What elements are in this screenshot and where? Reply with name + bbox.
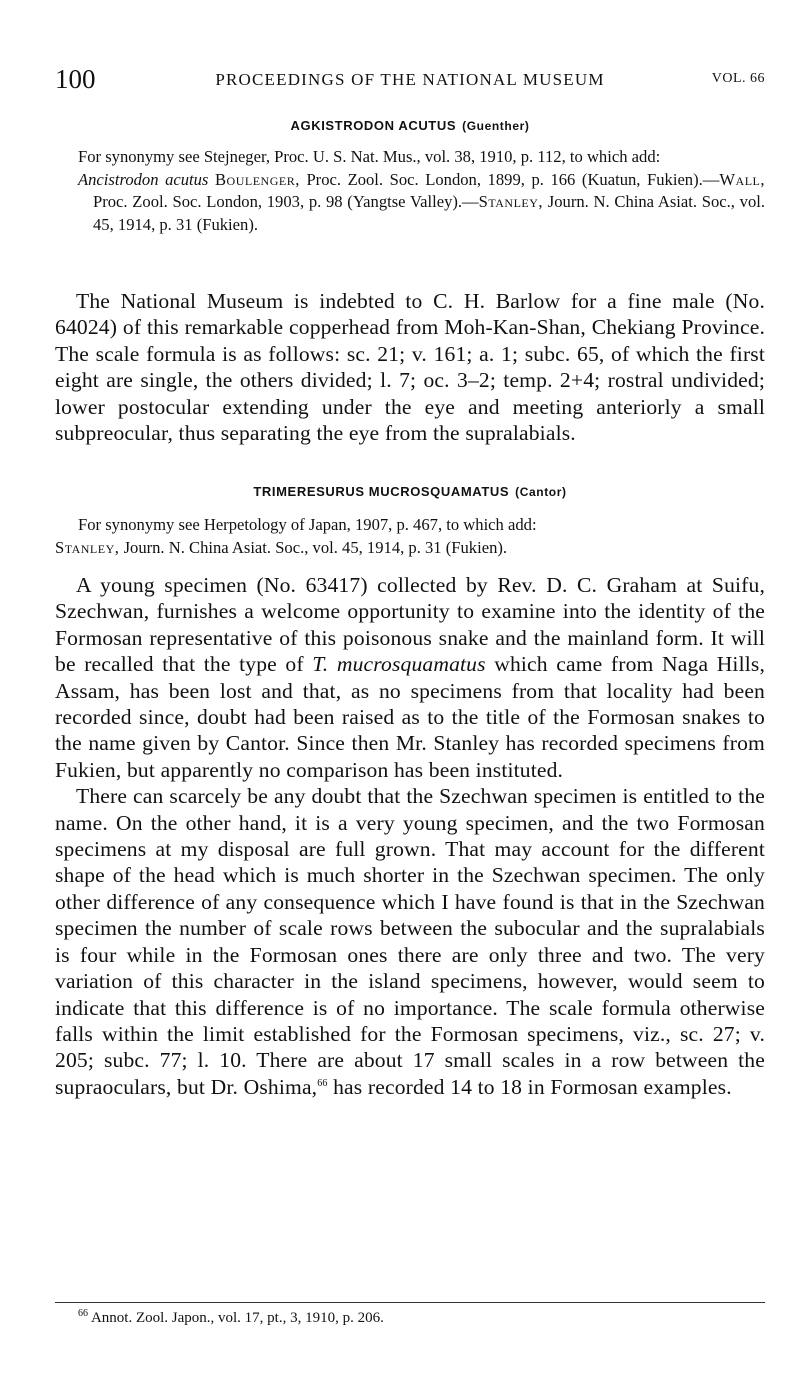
paragraph-text: A young specimen (No. 63417) collected by Rev. D. C. Graham at Suifu, Szechwan, furnishes a welcome opportunity to examine into the identity of the Formosan representative of this poisonous snake and the mainland form. It will be recalled that the type of T. mucrosquamatus which came from Naga Hills, Assam, has been lost and that, as no specimens from that locality had been recorded since, doubt had been raised as to the title of the Formosan snakes to the name given by Cantor. Since then Mr. Stanley has recorded specimens from Fukien, but apparently no comparison has been instituted. xyxy=(55,573,765,782)
ref-citation: Proc. Zool. Soc. London, 1899, p. 166 (Kuatun, Fukien).— xyxy=(306,169,720,189)
page-header xyxy=(55,64,765,104)
footnote-ref: 66 xyxy=(317,1077,328,1089)
body-paragraph-2 xyxy=(55,572,765,1100)
synonymy-references xyxy=(55,537,765,560)
species-name: AGKISTRODON ACUTUS xyxy=(290,118,457,133)
ref-author: Wall, xyxy=(719,169,766,189)
footnote-marker: 66 xyxy=(78,1308,88,1319)
species-author: (Cantor) xyxy=(515,485,567,499)
synonymy-references xyxy=(55,169,765,237)
synonymy-lead: For synonymy see Herpetology of Japan, 1907, p. 467, to which add: xyxy=(78,515,537,534)
synonymy-lead: For synonymy see Stejneger, Proc. U. S. Nat. Mus., vol. 38, 1910, p. 112, to which add: xyxy=(78,147,661,166)
footnote-text: Annot. Zool. Japon., vol. 17, pt., 3, 1910, p. 206. xyxy=(90,1310,384,1326)
footnote xyxy=(78,1308,384,1328)
ref-citation: Proc. Zool. Soc. London, 1903, p. 98 (Yangtse Valley).— xyxy=(93,192,479,211)
paragraph-text: The National Museum is indebted to C. H. Barlow for a fine male (No. 64024) of this remarkable copperhead from Moh-Kan-Shan, Chekiang Province. The scale formula is as follows: sc. 21; v. 161; a. 1; subc. 65, of which the first eight are single, the others divided; l. 7; oc. 3–2; temp. 2+4; rostral undivided; lower postocular extending under the eye and meeting anteriorly a small subpreocular, thus separating the eye from the supralabials. xyxy=(55,289,765,446)
species-name: TRIMERESURUS MUCROSQUAMATUS xyxy=(253,484,510,499)
ref-author: Stanley, xyxy=(478,192,544,211)
species-heading-agkistrodon xyxy=(55,118,765,133)
ref-author: Boulenger, xyxy=(214,169,300,189)
running-title: PROCEEDINGS OF THE NATIONAL MUSEUM xyxy=(215,70,605,89)
synonymy-block-1 xyxy=(55,146,765,236)
ref-citation: Journ. N. China Asiat. Soc., vol. 45, 1914, p. 31 (Fukien). xyxy=(123,537,508,557)
footnote-divider xyxy=(55,1302,765,1303)
ref-author: Stanley, xyxy=(55,537,120,557)
volume-label: VOL. 66 xyxy=(711,71,765,86)
species-author: (Guenther) xyxy=(462,119,530,133)
synonymy-block-2 xyxy=(55,514,765,559)
body-paragraph-1 xyxy=(55,288,765,446)
species-heading-trimeresurus xyxy=(55,484,765,499)
taxon-italic: T. mucrosquamatus xyxy=(312,652,486,677)
ref-citation: Journ. N. China Asiat. Soc., vol. 45, 1914, p. 31 (Fukien). xyxy=(93,192,765,234)
ref-taxon-name: Ancistrodon acutus xyxy=(78,169,209,189)
page-number: 100 xyxy=(55,64,96,94)
paragraph-text: There can scarcely be any doubt that the Szechwan specimen is entitled to the name. On the other hand, it is a very young specimen, and the two Formosan specimens at my disposal are full grown. That may account for the different shape of the head which is much shorter in the Szechwan specimen. The only other difference of any consequence which I have found is that in the Szechwan specimen the number of scale rows between the subocular and the supralabials is four while in the Formosan ones there are only three and two. The very variation of this character in the island specimens, however, would seem to indicate that this difference is of no importance. The scale formula otherwise falls within the limit established for the Formosan specimens, viz., sc. 27; v. 205; subc. 77; l. 10. There are about 17 small scales in a row between the supraoculars, but Dr. Oshima,$^{66}$ has recorded 14 to 18 in Formosan examples. xyxy=(55,784,765,1099)
